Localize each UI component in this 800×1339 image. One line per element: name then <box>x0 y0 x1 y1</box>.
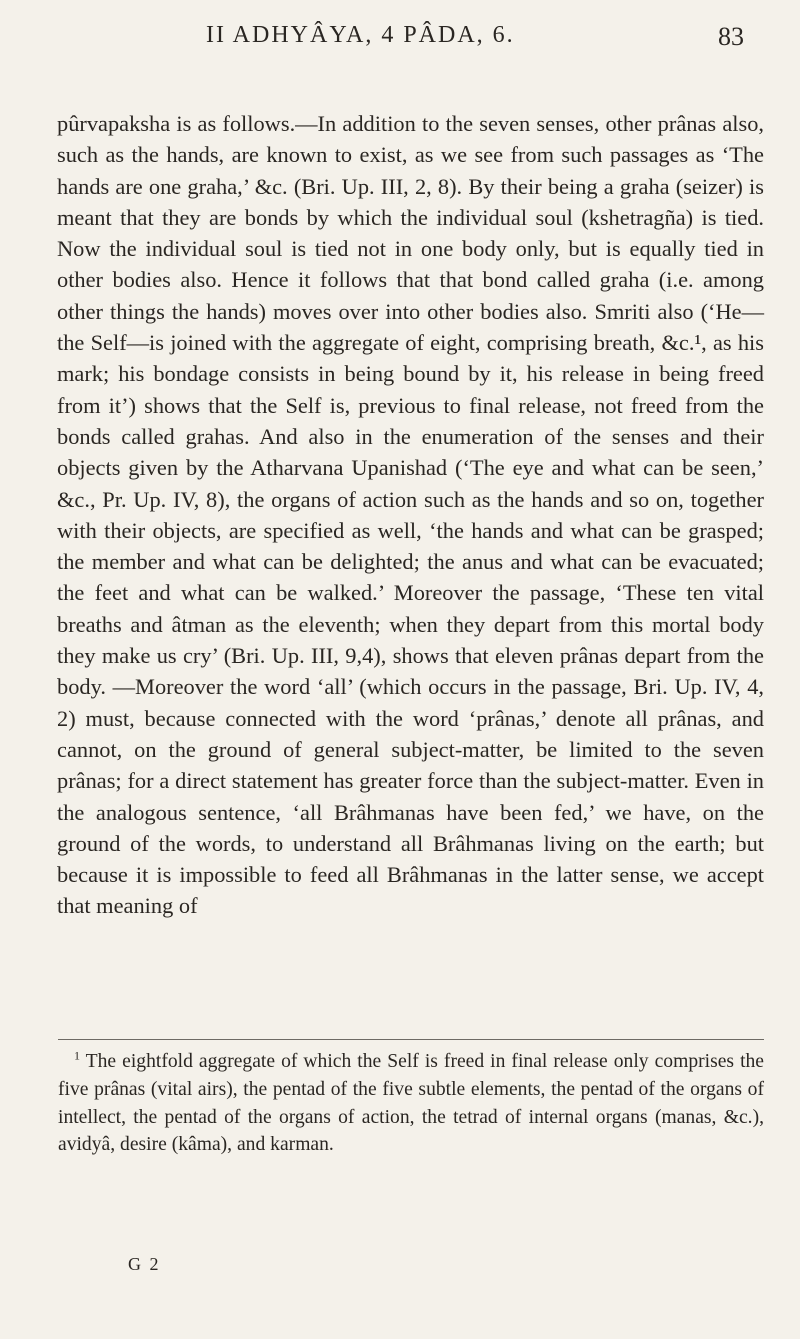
running-head <box>66 22 744 62</box>
page-number: 83 <box>718 22 744 51</box>
footnote-text: The eightfold aggregate of which the Self is freed in final release only comprises the five prânas (vital airs), the pentad of the five subtle elements, the pentad of the organs of intellect, the pentad of the organs of action, the tetrad of internal organs (manas, &c.), avidyâ, desire (kâma), and karman. <box>58 1051 765 1156</box>
footnote-marker: 1 <box>74 1048 80 1063</box>
running-title: II ADHYÂYA, 4 PÂDA, 6. <box>206 22 515 48</box>
footnote-rule <box>58 1039 764 1040</box>
main-text <box>57 108 764 922</box>
printer-signature: G 2 <box>128 1254 161 1274</box>
footnote <box>58 1048 764 1159</box>
body-paragraph: pûrvapaksha is as follows.—In addition to the seven senses, other prânas also, such as the hands, are known to exist, as we see from such passages as ‘The hands are one graha,’ &c. (Bri. Up. III, 2, 8). By their being a graha (seizer) is meant that they are bonds by which the individual soul (kshetragña) is tied. Now the individual soul is tied not in one body only, but is equally tied in other bodies also. Hence it follows that that bond called graha (i.e. among other things the hands) moves over into other bodies also. Smriti also (‘He—the Self—is joined with the aggregate of eight, comprising breath, &c.¹, as his mark; his bondage consists in being bound by it, his release in being freed from it’) shows that the Self is, previous to final release, not freed from the bonds called grahas. And also in the enumeration of the senses and their objects given by the Atharvana Upanishad (‘The eye and what can be seen,’ &c., Pr. Up. IV, 8), the organs of action such as the hands and so on, together with their objects, are specified as well, ‘the hands and what can be grasped; the member and what can be delighted; the anus and what can be evacuated; the feet and what can be walked.’ Moreover the passage, ‘These ten vital breaths and âtman as the eleventh; when they depart from this mortal body they make us cry’ (Bri. Up. III, 9,4), shows that eleven prânas depart from the body. —Moreover the word ‘all’ (which occurs in the passage, Bri. Up. IV, 4, 2) must, because connected with the word ‘prânas,’ denote all prânas, and cannot, on the ground of general subject-matter, be limited to the seven prânas; for a direct statement has greater force than the subject-matter. Even in the analogous sentence, ‘all Brâhmanas have been fed,’ we have, on the ground of the words, to understand all Brâhmanas living on the earth; but because it is impossible to feed all Brâhmanas in the latter sense, we accept that meaning of <box>57 111 764 919</box>
